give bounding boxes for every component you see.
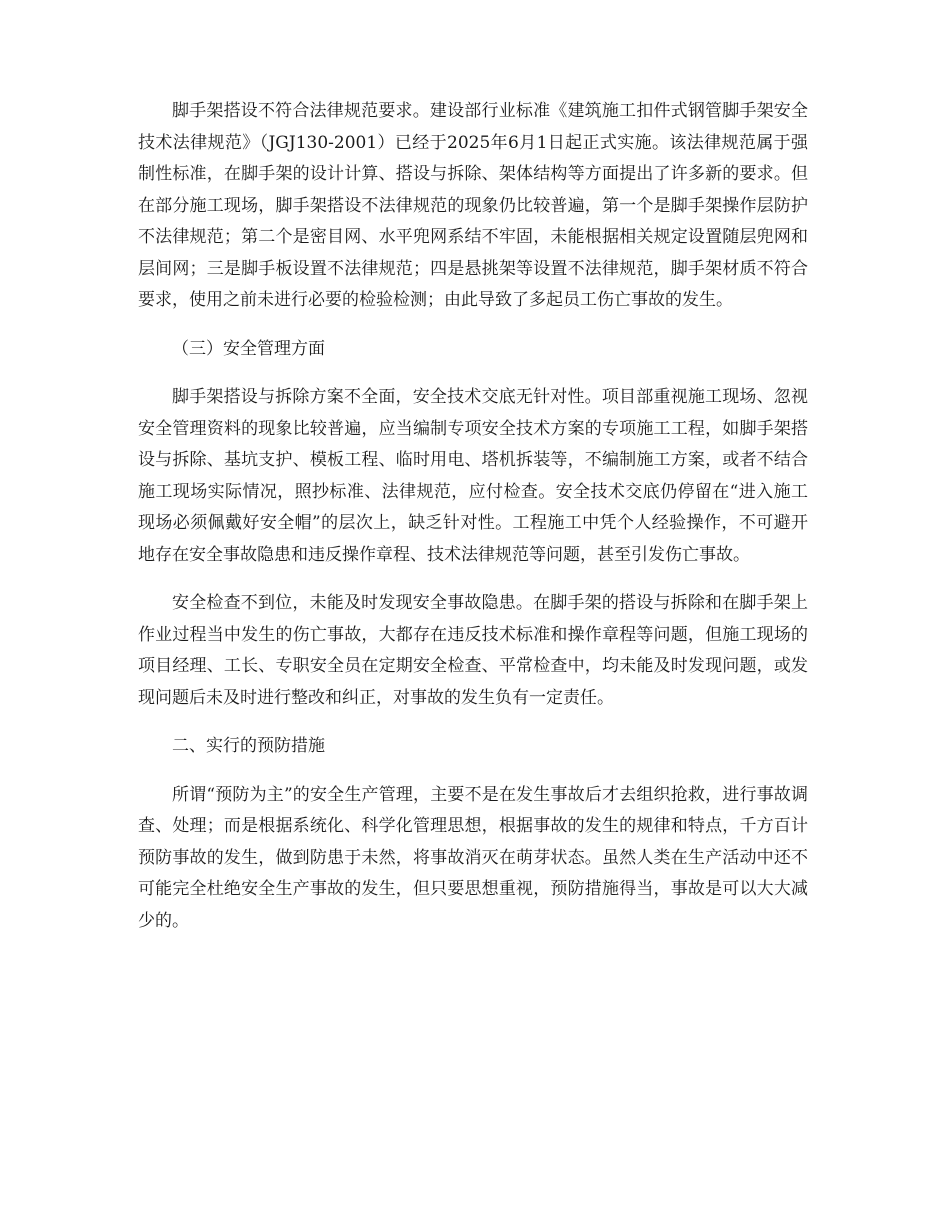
paragraph-construction-plan: 脚手架搭设与拆除方案不全面，安全技术交底无针对性。项目部重视施工现场、忽视安全管理资料的现象比较普遍，应当编制专项安全技术方案的专项施工工程，如脚手架搭设与拆除、基坑支护、模板工程、临时用电、塔机拆装等，不编制施工方案，或者不结合施工现场实际情况，照抄标准、法律规范，应付检查。安全技术交底仍停留在“进入施工现场必须佩戴好安全帽”的层次上，缺乏针对性。工程施工中凭个人经验操作，不可避开地存在安全事故隐患和违反操作章程、技术法律规范等问题，甚至引发伤亡事故。	[138, 387, 808, 565]
section-heading-safety-management: （三）安全管理方面	[172, 338, 325, 359]
section-heading-preventive-measures: 二、实行的预防措施	[172, 736, 325, 756]
document-page	[138, 96, 808, 954]
paragraph-scaffold-standards: 脚手架搭设不符合法律规范要求。建设部行业标准《建筑施工扣件式钢管脚手架安全技术法律规范》（JGJ130-2001）已经于2025年6月1日起正式实施。该法律规范属于强制性标准，在脚手架的设计计算、搭设与拆除、架体结构等方面提出了许多新的要求。但在部分施工现场，脚手架搭设不法律规范的现象仍比较普遍，第一个是脚手架操作层防护不法律规范；第二个是密目网、水平兜网系结不牢固，未能根据相关规定设置随层兜网和层间网；三是脚手板设置不法律规范；四是悬挑架等设置不法律规范，脚手架材质不符合要求，使用之前未进行必要的检验检测；由此导致了多起员工伤亡事故的发生。	[138, 101, 808, 310]
paragraph-safety-inspection: 安全检查不到位，未能及时发现安全事故隐患。在脚手架的搭设与拆除和在脚手架上作业过程当中发生的伤亡事故，大都存在违反技术标准和操作章程等问题，但施工现场的项目经理、工长、专职安全员在定期安全检查、平常检查中，均未能及时发现问题，或发现问题后未及时进行整改和纠正，对事故的发生负有一定责任。	[138, 593, 808, 708]
paragraph-prevention-first: 所谓“预防为主”的安全生产管理，主要不是在发生事故后才去组织抢救，进行事故调查、处理；而是根据系统化、科学化管理思想，根据事故的发生的规律和特点，千方百计预防事故的发生，做到防患于未然，将事故消灭在萌芽状态。虽然人类在生产活动中还不可能完全杜绝安全生产事故的发生，但只要思想重视，预防措施得当，事故是可以大大减少的。	[138, 784, 808, 931]
